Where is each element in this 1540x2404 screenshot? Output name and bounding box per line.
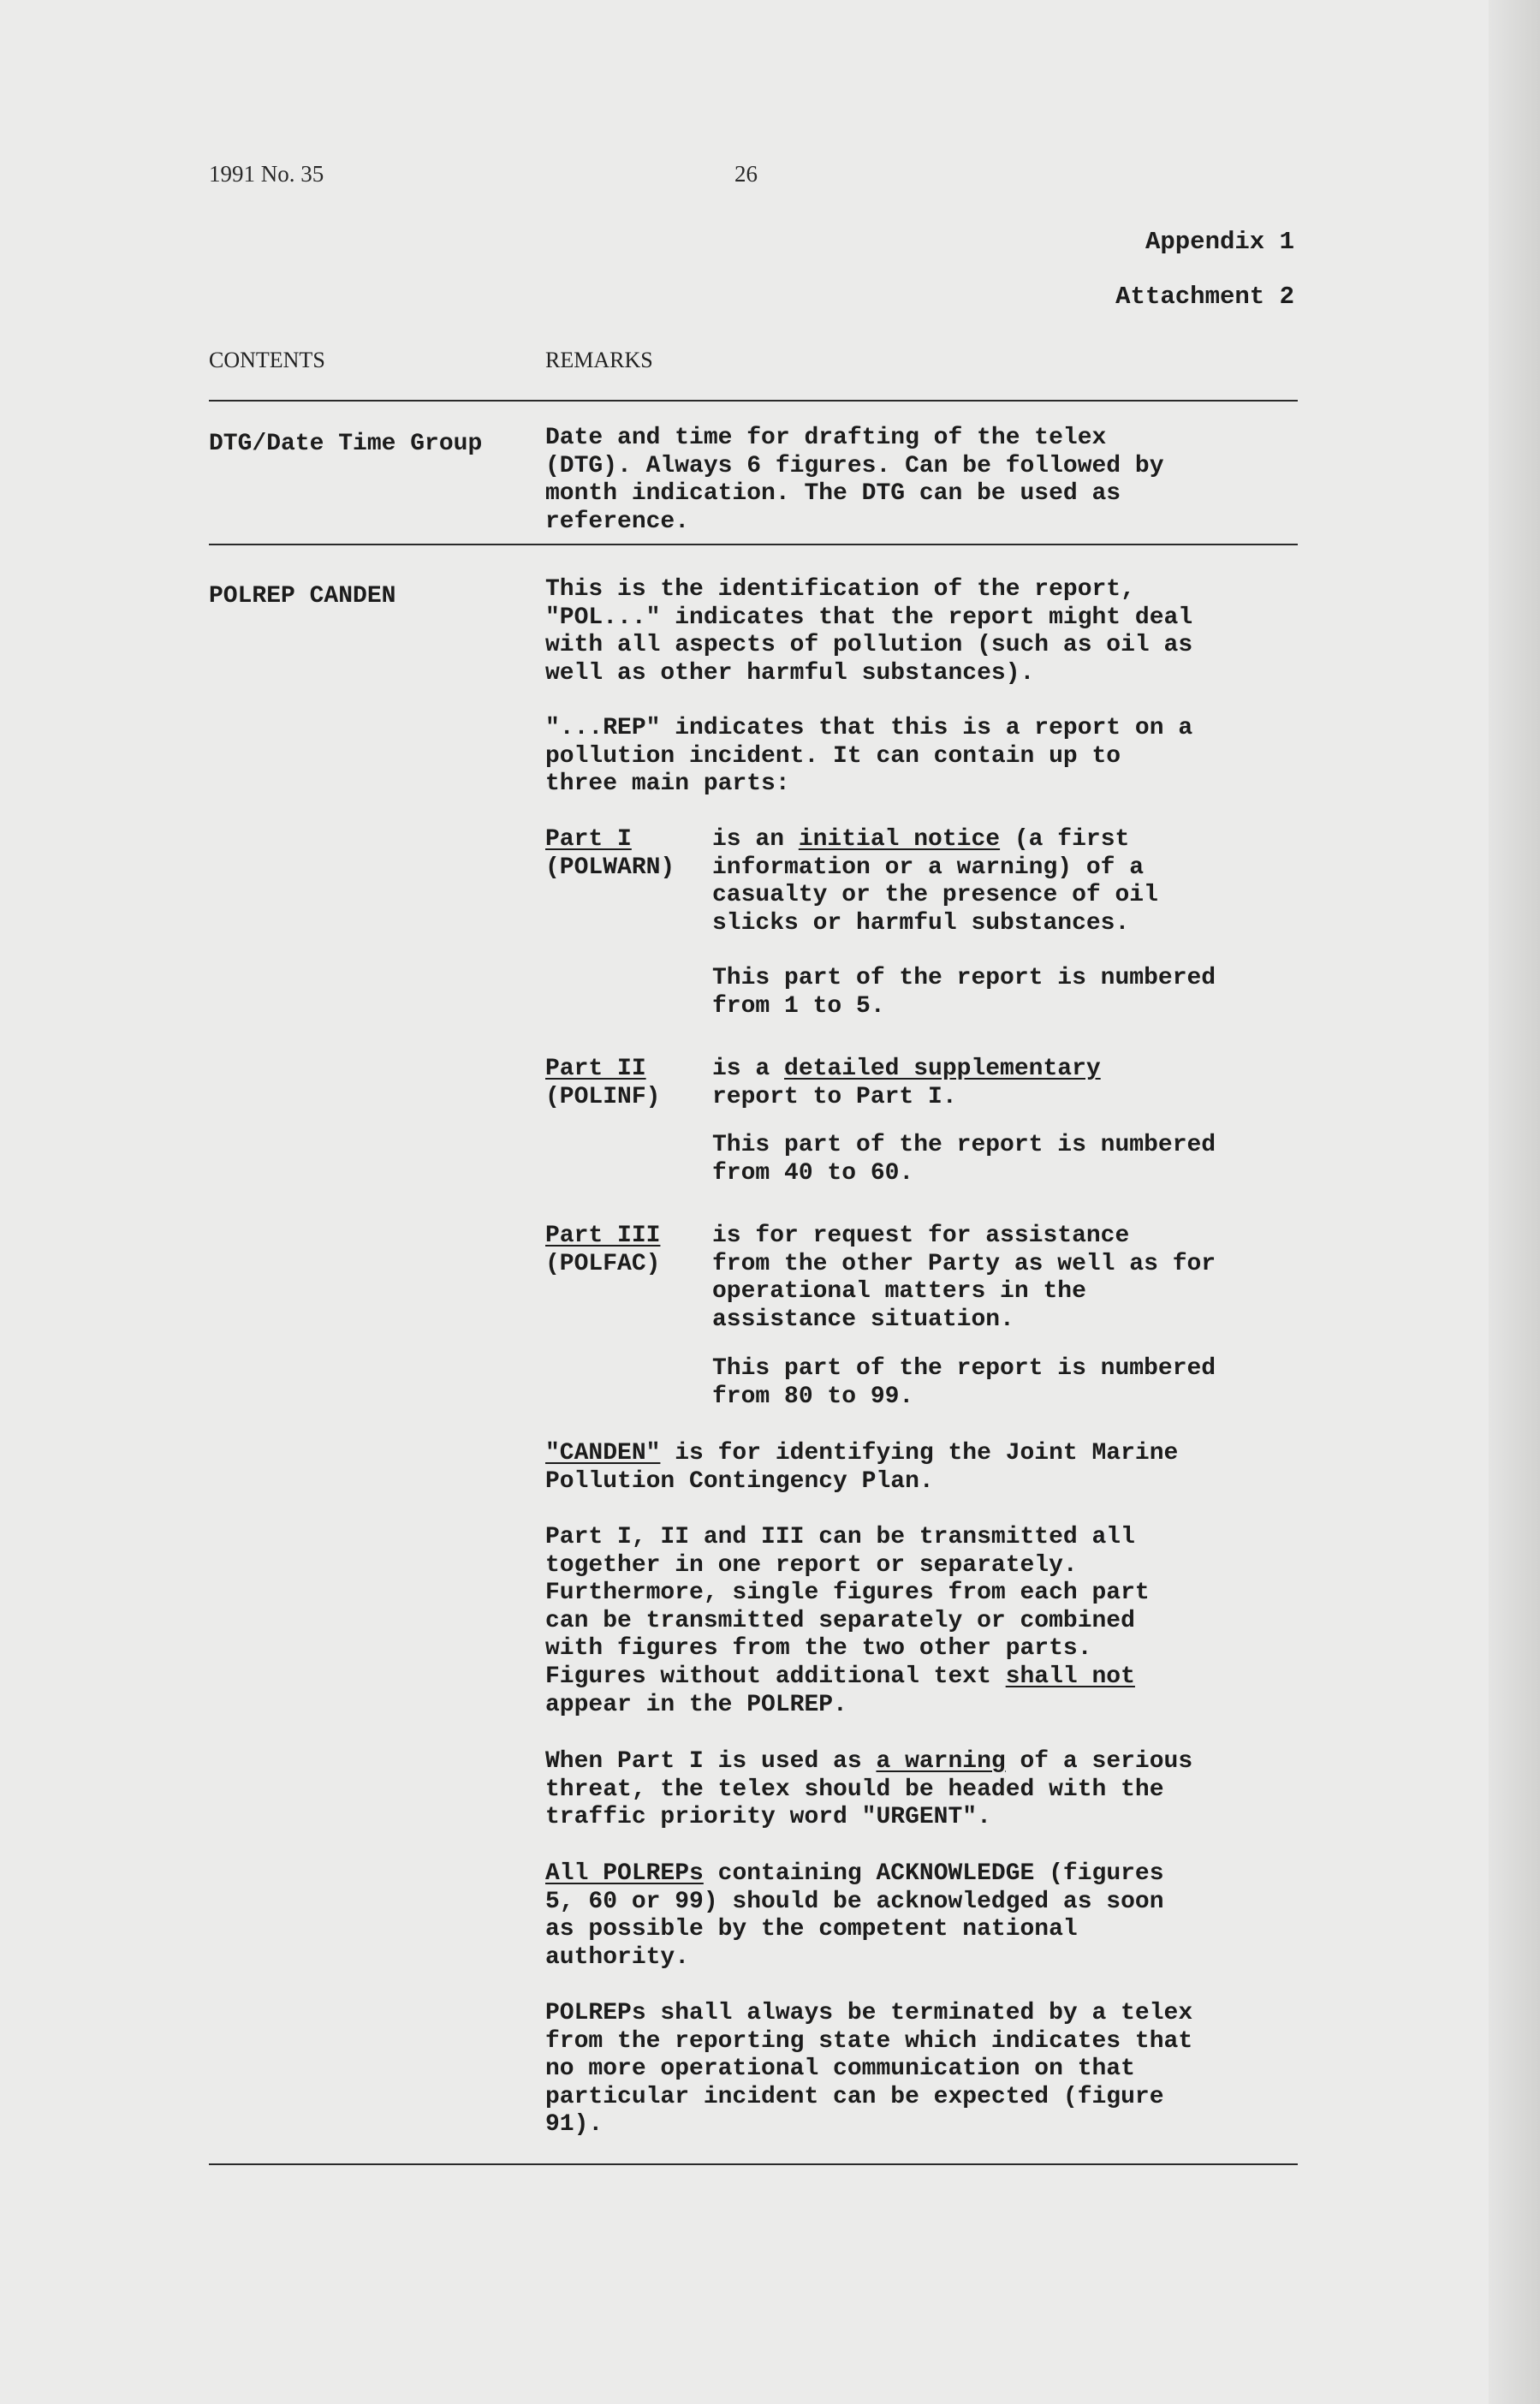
part2-label: [545, 1056, 660, 1111]
part2-numbering: This part of the report is numbered from 40 to 60.: [712, 1132, 1216, 1187]
row-text-dtg: Date and time for drafting of the telex (DTG). Always 6 figures. Can be followed by month indication. The DTG can be used as reference.: [545, 425, 1164, 535]
header-rule: [209, 400, 1298, 402]
part1-label: [545, 826, 675, 882]
warning-pre: When Part I is used as: [545, 1748, 877, 1775]
running-header: 1991 No. 35: [209, 161, 324, 187]
transmission-post: appear in the POLREP.: [545, 1691, 847, 1718]
canden-rest: is for identifying the Joint Marine Pollution Contingency Plan.: [545, 1440, 1179, 1495]
part2-description: [712, 1056, 1311, 1111]
part1-desc-pre: is an: [712, 826, 799, 853]
appendix-label: Appendix 1: [1145, 228, 1294, 256]
part2-desc-post: report to Part I.: [712, 1083, 957, 1110]
part3-numbering: This part of the report is numbered from 80 to 99.: [712, 1355, 1216, 1410]
acknowledge-post: containing ACKNOWLEDGE (figures 5, 60 or 99) should be acknowledged as soon as possible by the competent national authority.: [545, 1860, 1164, 1971]
part3-code: (POLFAC): [545, 1250, 661, 1277]
part2-desc-pre: is a: [712, 1056, 785, 1082]
part2-title: Part II: [545, 1056, 646, 1082]
part1-description: [712, 826, 1311, 937]
warning-emphasis: a warning: [876, 1748, 1006, 1775]
page-number: 26: [734, 161, 758, 187]
canden-note: [545, 1440, 1316, 1496]
transmission-emphasis: shall not: [1005, 1663, 1135, 1690]
part3-title: Part III: [545, 1223, 661, 1249]
part1-title: Part I: [545, 826, 632, 853]
part1-desc-emphasis: initial notice: [798, 826, 1001, 853]
warning-note: [545, 1748, 1316, 1832]
footer-rule: [209, 2163, 1298, 2165]
part1-code: (POLWARN): [545, 854, 675, 881]
row-divider: [209, 544, 1298, 545]
part3-label: [545, 1223, 660, 1278]
acknowledge-note: [545, 1860, 1316, 1972]
warning-post: of a serious threat, the telex should be headed with the traffic priority word "URGENT".: [545, 1748, 1193, 1831]
part2-desc-emphasis: detailed supplementary: [784, 1056, 1101, 1082]
row-label-polrep: POLREP CANDEN: [209, 583, 396, 610]
part2-code: (POLINF): [545, 1083, 661, 1110]
column-heading-contents: CONTENTS: [209, 348, 325, 372]
part1-desc-post: (a first information or a warning) of a casualty or the presence of oil slicks or harmful substances.: [712, 826, 1158, 937]
part3-description: is for request for assistance from the other Party as well as for operational matters in the assistance situation.: [712, 1223, 1216, 1333]
acknowledge-emphasis: All POLREPs: [545, 1860, 704, 1887]
transmission-note: [545, 1524, 1316, 1719]
column-heading-remarks: REMARKS: [545, 348, 653, 372]
polrep-intro-text: This is the identification of the report, "POL..." indicates that the report might deal with all aspects of pollution (such as oil as well as other harmful substances).: [545, 576, 1193, 687]
termination-note: POLREPs shall always be terminated by a telex from the reporting state which indicates that no more operational communication on that particular incident can be expected (figure 91).: [545, 2000, 1193, 2139]
attachment-label: Attachment 2: [1115, 283, 1294, 311]
part1-numbering: This part of the report is numbered from 1 to 5.: [712, 965, 1216, 1020]
row-label-dtg: DTG/Date Time Group: [209, 431, 483, 457]
page-edge-shadow: [1489, 0, 1540, 2404]
canden-term: "CANDEN": [545, 1440, 661, 1467]
polrep-rep-note: "...REP" indicates that this is a report on a pollution incident. It can contain up to three main parts:: [545, 715, 1193, 798]
transmission-pre: Part I, II and III can be transmitted all together in one report or separately. Furthermore, single figures from each part can be transmitted separately or combined with figures from the two other parts. Figures without additional text: [545, 1524, 1150, 1690]
